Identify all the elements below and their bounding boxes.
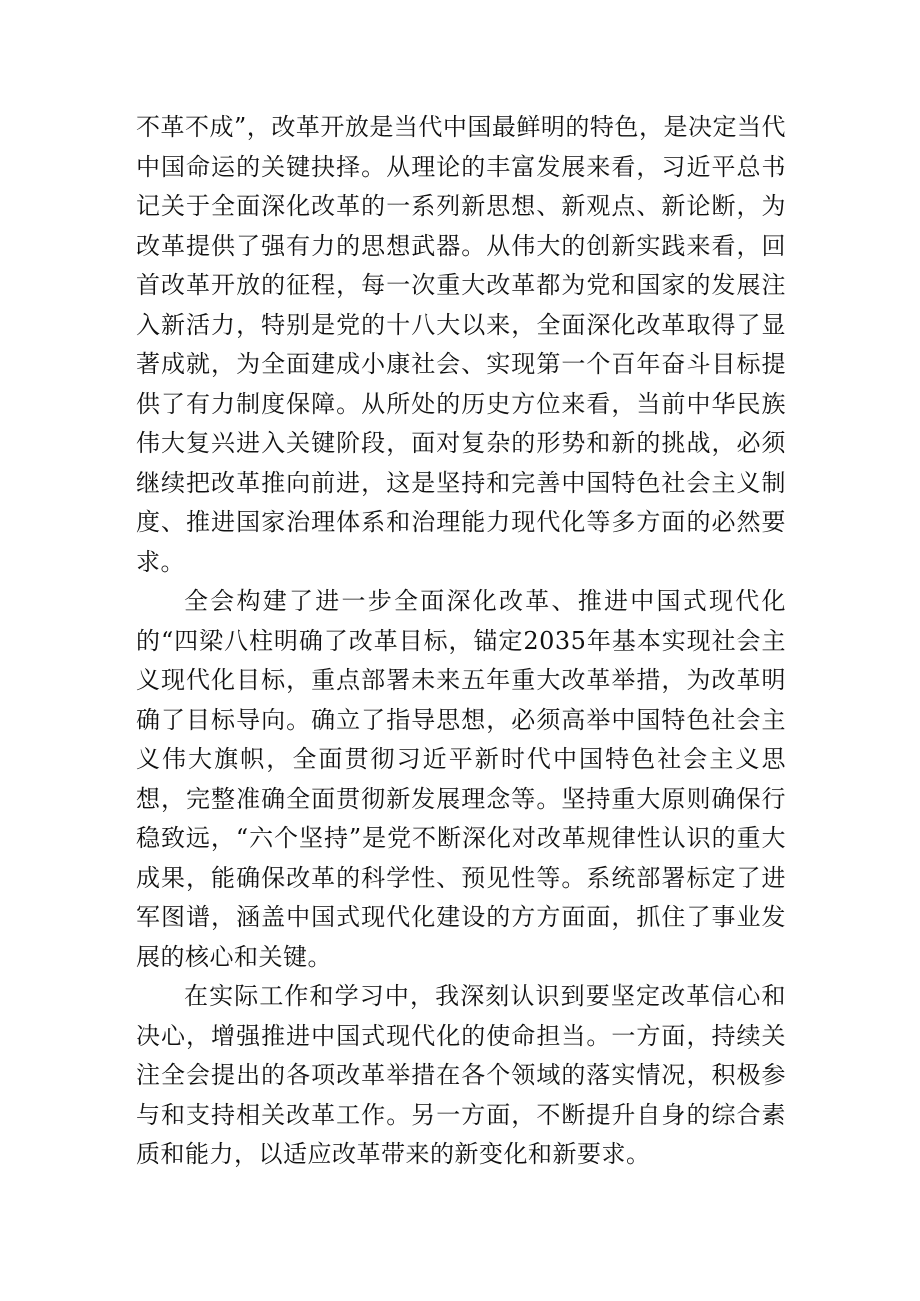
paragraph-2: 全会构建了进一步全面深化改革、推进中国式现代化的“四梁八柱明确了改革目标，锚定2035年基本实现社会主义现代化目标，重点部署未来五年重大改革举措，为改革明确了目标导向。确立了指导思想，必须高举中国特色社会主义伟大旗帜，全面贯彻习近平新时代中国特色社会主义思想，完整准确全面贯彻新发展理念等。坚持重大原则确保行稳致远，“六个坚持”是党不断深化对改革规律性认识的重大成果，能确保改革的科学性、预见性等。系统部署标定了进军图谱，涵盖中国式现代化建设的方方面面，抓住了事业发展的核心和关键。	[136, 587, 786, 971]
document-body	[136, 108, 786, 1175]
paragraph-1: 不革不成”，改革开放是当代中国最鲜明的特色，是决定当代中国命运的关键抉择。从理论的丰富发展来看，习近平总书记关于全面深化改革的一系列新思想、新观点、新论断，为改革提供了强有力的思想武器。从伟大的创新实践来看，回首改革开放的征程，每一次重大改革都为党和国家的发展注入新活力，特别是党的十八大以来，全面深化改革取得了显著成就，为全面建成小康社会、实现第一个百年奋斗目标提供了有力制度保障。从所处的历史方位来看，当前中华民族伟大复兴进入关键阶段，面对复杂的形势和新的挑战，必须继续把改革推向前进，这是坚持和完善中国特色社会主义制度、推进国家治理体系和治理能力现代化等多方面的必然要求。	[136, 113, 786, 576]
paragraph-3: 在实际工作和学习中，我深刻认识到要坚定改革信心和决心，增强推进中国式现代化的使命担当。一方面，持续关注全会提出的各项改革举措在各个领域的落实情况，积极参与和支持相关改革工作。另一方面，不断提升自身的综合素质和能力，以适应改革带来的新变化和新要求。	[136, 982, 786, 1168]
